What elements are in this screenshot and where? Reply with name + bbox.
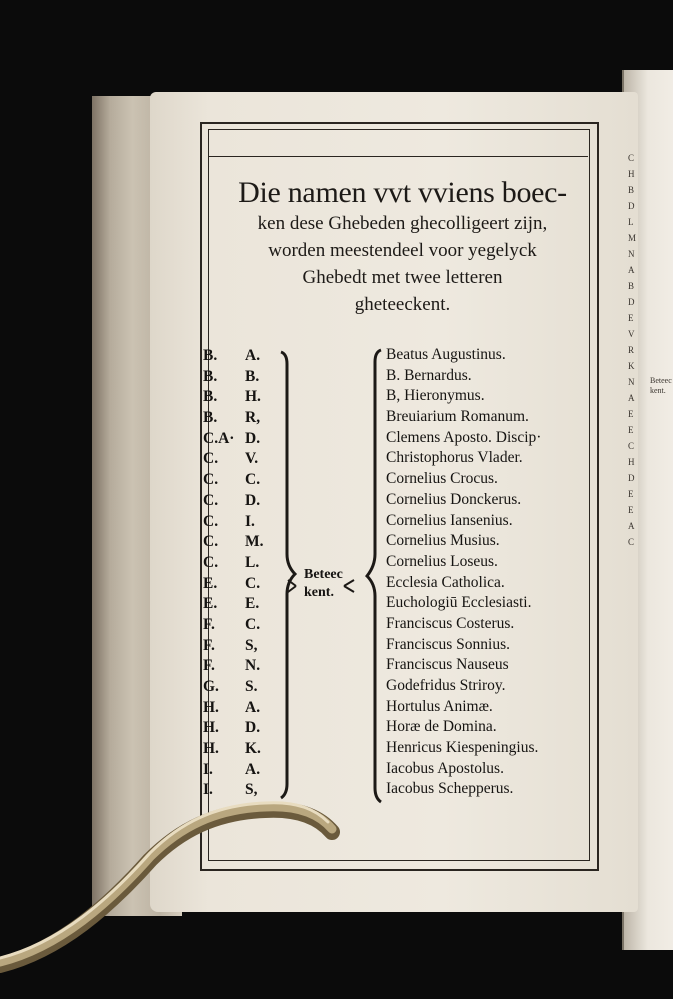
abbreviation-first-letter: F. — [203, 657, 215, 675]
author-name: Franciscus Sonnius. — [386, 635, 510, 653]
abbreviation-row — [203, 553, 293, 574]
margin-word-line-1: Beteec — [650, 376, 672, 385]
margin-letter: A — [628, 521, 635, 531]
author-name: Ecclesia Catholica. — [386, 573, 505, 591]
author-name: B. Bernardus. — [386, 366, 472, 384]
abbreviation-first-letter: F. — [203, 615, 215, 633]
abbreviation-second-letter: M. — [245, 533, 264, 551]
author-name: B, Hieronymus. — [386, 387, 485, 405]
abbreviation-second-letter: H. — [245, 388, 261, 406]
abbreviation-second-letter: C. — [245, 471, 261, 489]
page-heading — [205, 176, 600, 318]
abbreviation-second-letter: S, — [245, 781, 258, 799]
margin-letter: N — [628, 377, 635, 387]
author-name: Cornelius Iansenius. — [386, 511, 513, 529]
abbreviation-second-letter: I. — [245, 512, 255, 530]
abbreviation-first-letter: I. — [203, 760, 213, 778]
abbreviation-first-letter: B. — [203, 409, 218, 427]
abbreviation-first-letter: C. — [203, 491, 219, 509]
abbreviation-second-letter: D. — [245, 429, 261, 447]
author-name: Cornelius Loseus. — [386, 552, 498, 570]
author-name: Cornelius Crocus. — [386, 470, 498, 488]
margin-letter: B — [628, 281, 635, 291]
abbreviation-first-letter: C. — [203, 533, 219, 551]
abbreviation-row — [203, 512, 293, 533]
abbreviation-first-letter: C. — [203, 512, 219, 530]
abbreviation-second-letter: C. — [245, 615, 261, 633]
author-name: Hortulus Animæ. — [386, 697, 493, 715]
abbreviation-row — [203, 594, 293, 615]
author-name: Iacobus Apostolus. — [386, 759, 504, 777]
margin-letter: C — [628, 537, 635, 547]
abbreviation-second-letter: C. — [245, 574, 261, 592]
margin-letter: D — [628, 297, 635, 307]
author-name: Horæ de Domina. — [386, 718, 497, 736]
abbreviation-second-letter: B. — [245, 367, 260, 385]
abbreviation-row — [203, 532, 293, 553]
abbreviation-first-letter: I. — [203, 781, 213, 799]
author-name: Euchologiū Ecclesiasti. — [386, 594, 532, 612]
margin-word-line-2: kent. — [650, 386, 666, 395]
author-name: Franciscus Costerus. — [386, 614, 515, 632]
author-name: Beatus Augustinus. — [386, 346, 506, 363]
abbreviation-second-letter: A. — [245, 760, 261, 778]
abbreviation-row — [203, 718, 293, 739]
abbreviation-second-letter: N. — [245, 657, 261, 675]
abbreviation-first-letter: C. — [203, 553, 219, 571]
margin-letter: B — [628, 185, 635, 195]
abbreviation-second-letter: E. — [245, 595, 260, 613]
abbreviation-row — [203, 760, 293, 781]
margin-letter: A — [628, 265, 635, 275]
margin-letter: M — [628, 233, 637, 243]
abbreviation-second-letter: R, — [245, 409, 261, 427]
heading-line-4: Ghebedt met twee letteren — [302, 267, 503, 288]
heading-line-5: gheteeckent. — [354, 294, 451, 315]
author-name: Godefridus Striroy. — [386, 677, 506, 694]
abbreviation-row — [203, 615, 293, 636]
author-name: Cornelius Musius. — [386, 532, 500, 550]
abbreviation-row — [203, 574, 293, 595]
abbreviation-row — [203, 636, 293, 657]
abbreviation-row — [203, 677, 293, 698]
abbreviation-first-letter: C. — [203, 471, 219, 489]
abbreviation-row — [203, 780, 293, 801]
abbreviation-row — [203, 387, 293, 408]
margin-letter: K — [628, 361, 635, 371]
margin-letter: H — [628, 457, 635, 467]
abbreviation-second-letter: D. — [245, 719, 261, 737]
margin-letter: N — [628, 249, 635, 259]
margin-letter: V — [628, 329, 635, 339]
author-name: Iacobus Schepperus. — [386, 780, 514, 798]
label-line-1: Beteec — [304, 567, 343, 582]
margin-letter: H — [628, 169, 635, 179]
margin-letter: C — [628, 153, 635, 163]
abbreviation-second-letter: A. — [245, 347, 261, 364]
abbreviation-row — [203, 470, 293, 491]
abbreviation-first-letter: F. — [203, 636, 215, 654]
heading-line-1: Die namen vvt vviens boec- — [238, 176, 567, 209]
beteeckent-label — [304, 566, 343, 602]
margin-letter: A — [628, 393, 635, 403]
abbreviation-row — [203, 698, 293, 719]
abbreviation-second-letter: A. — [245, 698, 261, 716]
facing-page-margin-letters — [628, 150, 648, 550]
margin-letter: C — [628, 441, 635, 451]
abbreviation-first-letter: H. — [203, 740, 219, 758]
abbreviation-second-letter: V. — [245, 450, 259, 468]
margin-letter: R — [628, 345, 635, 355]
abbreviation-first-letter: G. — [203, 678, 219, 695]
abbreviation-first-letter: E. — [203, 574, 218, 592]
abbreviation-row — [203, 491, 293, 512]
heading-line-2: ken dese Ghebeden ghecolligeert zijn, — [257, 213, 548, 234]
margin-letter: E — [628, 425, 634, 435]
heading-line-3: worden meestendeel voor yegelyck — [268, 240, 537, 261]
abbreviation-first-letter: B. — [203, 347, 218, 364]
abbreviation-row — [203, 739, 293, 760]
abbreviation-second-letter: K. — [245, 740, 261, 758]
abbreviation-first-letter: C. — [203, 450, 219, 468]
abbreviation-row — [203, 656, 293, 677]
author-name: Breuiarium Romanum. — [386, 408, 529, 426]
abbreviation-first-letter: H. — [203, 719, 219, 737]
margin-letter: D — [628, 201, 635, 211]
abbreviation-first-letter: B. — [203, 388, 218, 406]
author-name: Henricus Kiespeningius. — [386, 739, 539, 757]
abbreviation-second-letter: L. — [245, 553, 260, 571]
facing-page-margin-word — [650, 376, 672, 396]
abbreviation-row — [203, 408, 293, 429]
margin-letter: D — [628, 473, 635, 483]
abbreviation-second-letter: S, — [245, 636, 258, 654]
author-name: Franciscus Nauseus — [386, 656, 509, 674]
author-name: Christophorus Vlader. — [386, 449, 523, 467]
abbreviation-first-letter: E. — [203, 595, 218, 613]
margin-letter: E — [628, 505, 634, 515]
margin-letter: E — [628, 489, 634, 499]
author-name-column — [386, 345, 601, 800]
margin-letter: E — [628, 409, 634, 419]
abbreviation-first-letter: C.A· — [203, 429, 235, 447]
author-name: Clemens Aposto. Discip· — [386, 428, 542, 446]
abbreviation-first-letter: B. — [203, 367, 218, 385]
abbreviation-row — [203, 429, 293, 450]
abbreviation-row — [203, 367, 293, 388]
abbreviation-row — [203, 346, 293, 367]
label-line-2: kent. — [304, 585, 334, 600]
abbreviation-column — [203, 346, 293, 801]
abbreviation-first-letter: H. — [203, 698, 219, 716]
abbreviation-second-letter: S. — [245, 678, 258, 695]
margin-letter: E — [628, 313, 634, 323]
margin-letter: L — [628, 217, 634, 227]
frame-top-rule — [208, 156, 588, 157]
abbreviation-row — [203, 449, 293, 470]
author-name: Cornelius Donckerus. — [386, 490, 522, 508]
abbreviation-second-letter: D. — [245, 491, 261, 509]
